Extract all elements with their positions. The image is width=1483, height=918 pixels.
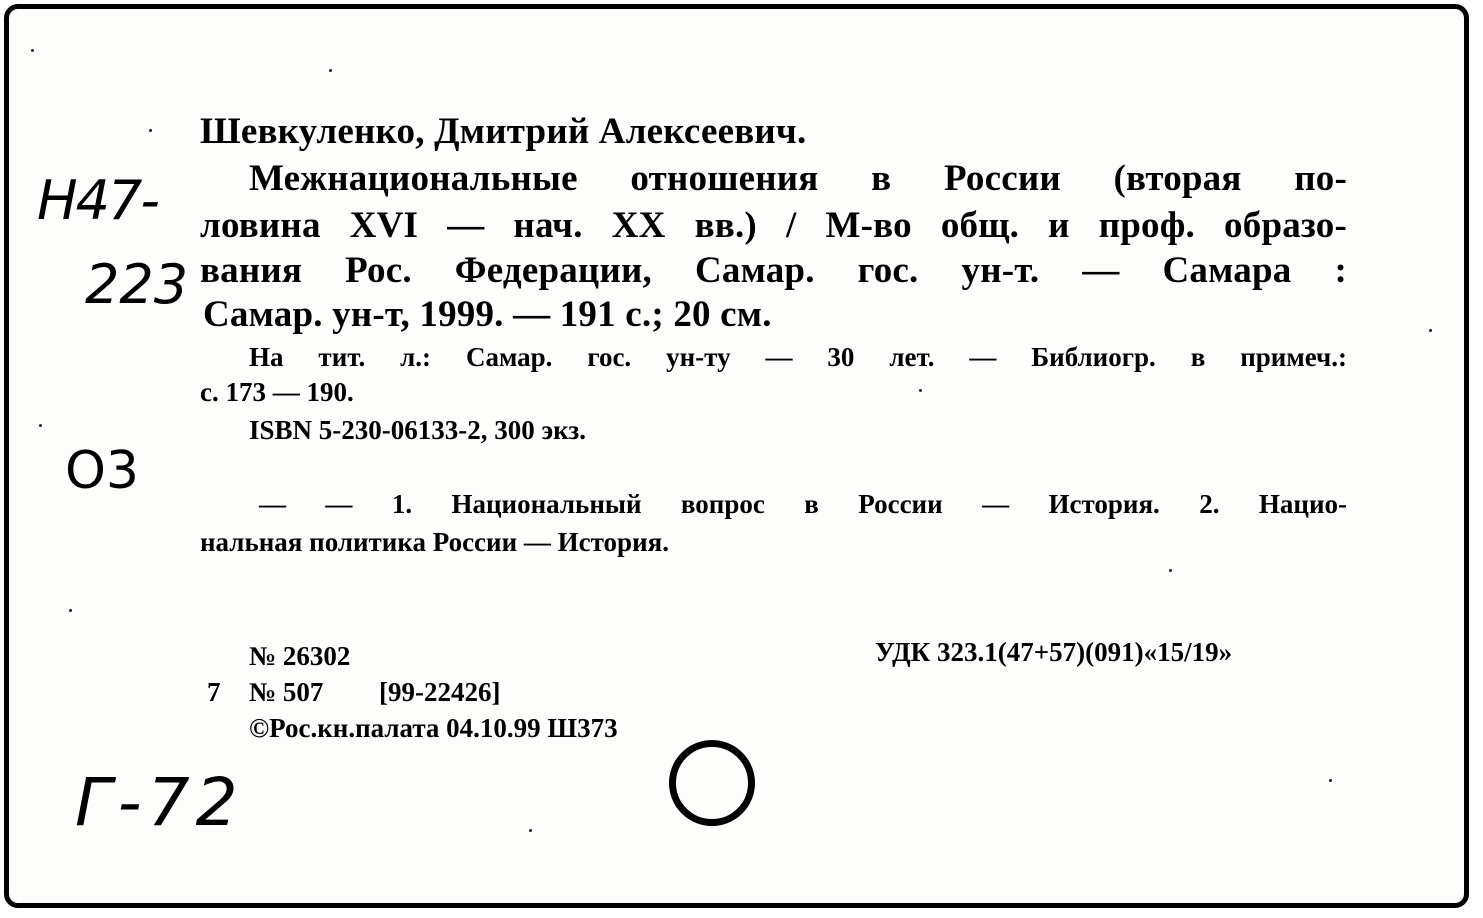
scan-speck	[69, 609, 72, 612]
subjects-line-2: нальная политика России — История.	[200, 527, 669, 557]
notes-line-2: с. 173 — 190.	[200, 377, 354, 407]
scan-speck	[149, 129, 152, 132]
scan-speck	[329, 69, 332, 72]
scan-speck	[1169, 569, 1172, 572]
handwritten-code-mid: 223	[85, 253, 189, 316]
handwritten-code-bottom: Г-72	[75, 764, 244, 841]
handwritten-code-top: Н47-	[37, 169, 158, 232]
udk-code: УДК 323.1(47+57)(091)«15/19»	[875, 637, 1233, 667]
catalog-card	[4, 4, 1469, 908]
scan-speck	[1429, 329, 1432, 332]
number2-prefix: 7	[207, 677, 221, 707]
author-heading: Шевкуленко, Дмитрий Алексеевич.	[200, 111, 807, 152]
book-chamber-line: ©Рос.кн.палата 04.10.99 Ш373	[249, 713, 618, 743]
isbn-line: ISBN 5-230-06133-2, 300 экз.	[249, 415, 586, 445]
notes-line-1: На тит. л.: Самар. гос. ун-ту — 30 лет. — Библиогр. в примеч.:	[249, 342, 1347, 372]
title-line-4: Самар. ун-т, 1999. — 191 с.; 20 см.	[203, 294, 772, 335]
scan-speck	[1329, 779, 1332, 782]
title-line-2: ловина XVI — нач. XX вв.) / М-во общ. и проф. образо-	[200, 205, 1347, 246]
record-number-bracket: [99-22426]	[379, 677, 501, 707]
punch-hole-circle	[669, 740, 755, 826]
title-line-3: вания Рос. Федерации, Самар. гос. ун-т. — Самара :	[200, 250, 1347, 291]
subjects-line-1: — — 1. Национальный вопрос в России — История. 2. Нацио-	[259, 489, 1347, 519]
title-line-1: Межнациональные отношения в России (вторая по-	[249, 158, 1347, 199]
scan-speck	[31, 49, 34, 52]
handwritten-code-o3: О3	[65, 441, 140, 501]
record-number-2: № 507	[249, 677, 324, 707]
scan-speck	[529, 829, 532, 832]
scan-speck	[39, 424, 42, 427]
record-number: № 26302	[249, 641, 351, 671]
scan-speck	[919, 389, 922, 392]
